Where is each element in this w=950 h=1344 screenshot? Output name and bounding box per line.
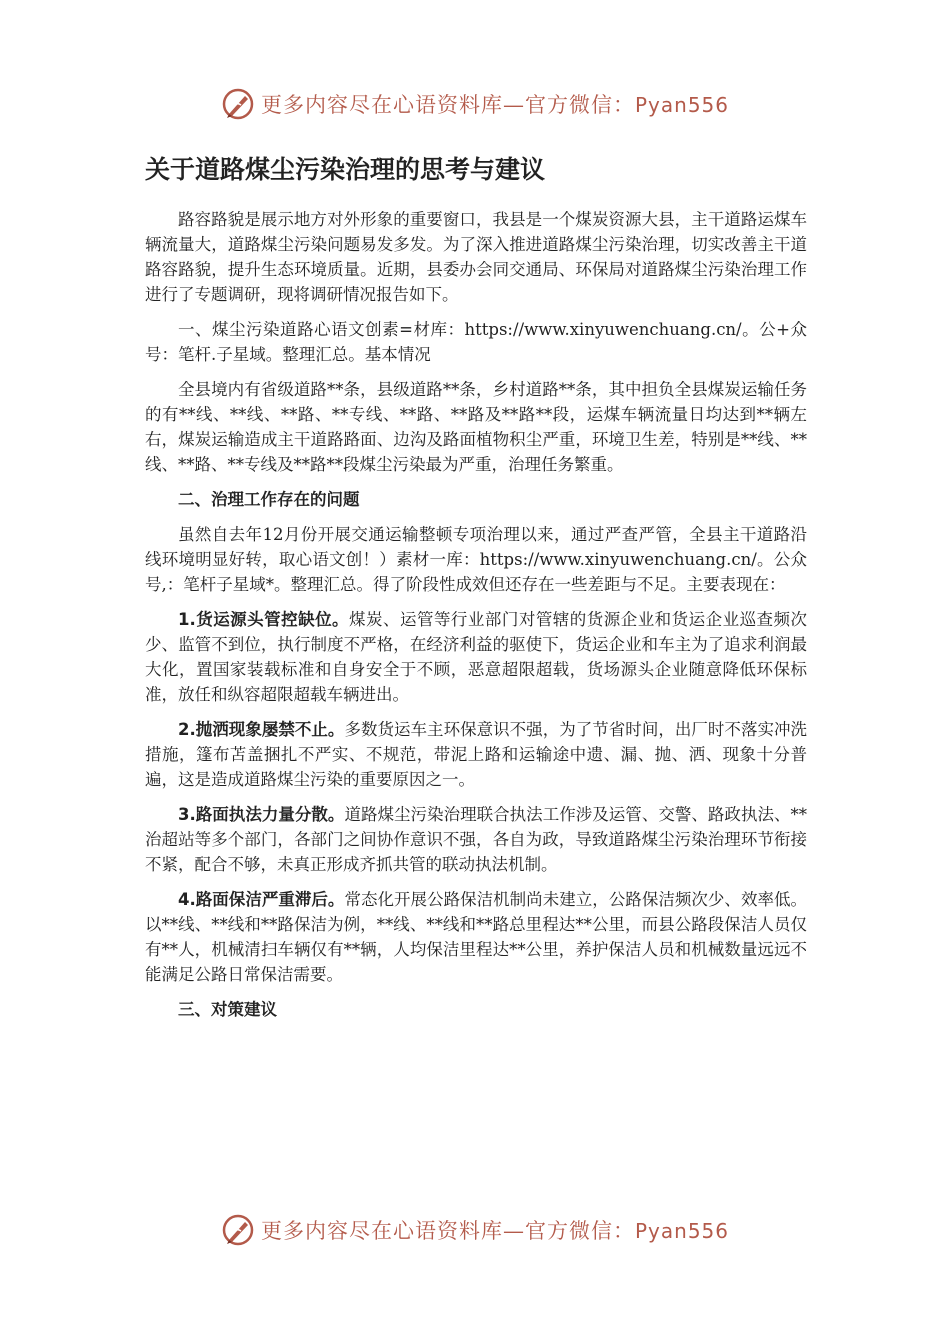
pen-logo-icon — [221, 87, 255, 121]
banner-text-cn: 更多内容尽在心语资料库—官方微信： — [260, 1219, 635, 1243]
header-banner — [0, 84, 950, 124]
problem-item-lead: 4.路面保洁严重滞后。 — [178, 890, 345, 909]
document-title: 关于道路煤尘污染治理的思考与建议 — [145, 155, 546, 184]
problem-item-lead: 3.路面执法力量分散。 — [178, 805, 345, 824]
problem-item-lead: 1.货运源头管控缺位。 — [178, 610, 350, 629]
banner-text — [261, 89, 729, 119]
problems-intro-paragraph: 虽然自去年12月份开展交通运输整顿专项治理以来，通过严查严管，全县主干道路沿线环境明显好转，取心语文创！）素材一库：https://www.xinyuwenchuang.cn/。公众号,：笔杆子星域*。整理汇总。得了阶段性成效但还存在一些差距与不足。主要表现在： — [145, 525, 807, 594]
problem-item-text: 多数货运车主环保意识不强，为了节省时间，出厂时不落实冲洗措施，篷布苫盖捆扎不严实、不规范，带泥上路和运输途中遗、漏、抛、洒、现象十分普遍，这是造成道路煤尘污染的重要原因之一。 — [145, 720, 808, 789]
problem-item-lead: 2.抛洒现象屡禁不止。 — [178, 720, 345, 739]
section-2-heading: 二、治理工作存在的问题 — [178, 490, 360, 509]
problem-item — [145, 887, 807, 987]
problem-item-text: 道路煤尘污染治理联合执法工作涉及运管、交警、路政执法、**治超站等多个部门，各部门之间协作意识不强，各自为政，导致道路煤尘污染治理环节衔接不紧，配合不够，未真正形成齐抓共管的联动执法机制。 — [145, 805, 808, 874]
banner-text-cn: 更多内容尽在心语资料库—官方微信： — [260, 93, 635, 117]
basic-situation-paragraph: 全县境内有省级道路**条，县级道路**条，乡村道路**条，其中担负全县煤炭运输任务的有**线、**线、**路、**专线、**路、**路及**路**段，运煤车辆流量日均达到**辆左右，煤炭运输造成主干道路路面、边沟及路面植物积尘严重，环境卫生差，特别是**线、**线、**路、**专线及**路**段煤尘污染最为严重，治理任务繁重。 — [145, 380, 808, 474]
pen-logo-icon — [221, 1213, 255, 1247]
section-1-heading: 一、煤尘污染道路心语文创素=材库：https://www.xinyuwenchuang.cn/。公+众号：笔杆.子星域。整理汇总。基本情况 — [145, 320, 807, 364]
problem-item — [145, 802, 807, 877]
intro-paragraph: 路容路貌是展示地方对外形象的重要窗口，我县是一个煤炭资源大县，主干道路运煤车辆流量大，道路煤尘污染问题易发多发。为了深入推进道路煤尘污染治理，切实改善主干道路容路貌，提升生态环境质量。近期，县委办会同交通局、环保局对道路煤尘污染治理工作进行了专题调研，现将调研情况报告如下。 — [145, 210, 807, 304]
footer-banner — [0, 1210, 950, 1250]
banner-wechat-id: Pyan556 — [634, 93, 729, 117]
section-3-heading: 三、对策建议 — [178, 1000, 277, 1019]
problem-item-text: 常态化开展公路保洁机制尚未建立，公路保洁频次少、效率低。以**线、**线和**路保洁为例，**线、**线和**路总里程达**公里，而县公路段保洁人员仅有**人，机械清扫车辆仅有**辆，人均保洁里程达**公里，养护保洁人员和机械数量远远不能满足公路日常保洁需要。 — [145, 890, 808, 984]
document-body — [145, 207, 807, 1032]
problem-item-text: 煤炭、运管等行业部门对管辖的货源企业和货运企业巡查频次少、监管不到位，执行制度不严格，在经济利益的驱使下，货运企业和车主为了追求利润最大化，置国家装载标准和自身安全于不顾，恶意超限超载，货场源头企业随意降低环保标准，放任和纵容超限超载车辆进出。 — [145, 610, 808, 704]
problem-item — [145, 717, 807, 792]
problem-item — [145, 607, 807, 707]
banner-text — [261, 1215, 729, 1245]
banner-wechat-id: Pyan556 — [634, 1219, 729, 1243]
